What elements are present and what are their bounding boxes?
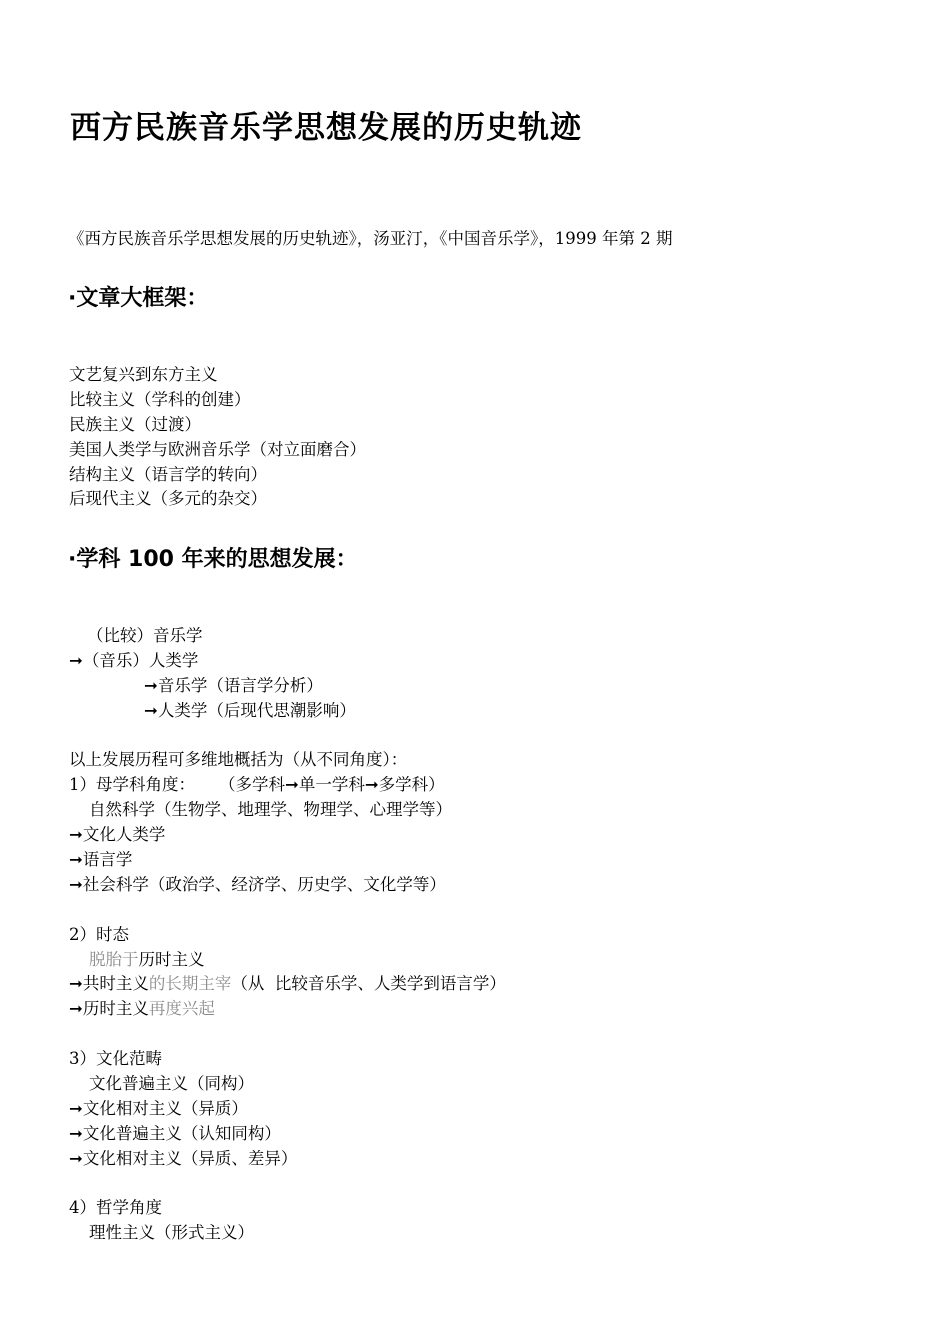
list-item: ➞文化普遍主义（认知同构） (69, 1123, 281, 1143)
dimension-label: 3）文化范畴 (69, 1049, 162, 1069)
list-item: 文艺复兴到东方主义 (69, 365, 218, 384)
list-item: ➞文化人类学 (69, 825, 166, 845)
flow-step: （比较）音乐学 (87, 626, 203, 645)
document-title: 西方民族音乐学思想发展的历史轨迹 (70, 110, 582, 146)
dimension-label: 2）时态 (69, 924, 129, 944)
list-item: ➞文化相对主义（异质、差异） (69, 1148, 298, 1168)
arrow-right-icon: ➞ (69, 1098, 83, 1118)
list-item: ➞语言学 (69, 850, 133, 870)
arrow-right-icon: ➞ (144, 675, 158, 695)
list-item: 后现代主义（多元的杂交） (69, 489, 267, 509)
development-body (69, 624, 506, 1246)
arrow-right-icon: ➞ (69, 999, 83, 1019)
arrow-right-icon: ➞ (69, 1148, 83, 1168)
arrow-right-icon: ➞ (285, 775, 299, 795)
arrow-right-icon: ➞ (69, 850, 83, 870)
list-item: ➞共时主义的长期主宰（从 比较音乐学、人类学到语言学） (69, 974, 506, 994)
list-item: 比较主义（学科的创建） (69, 389, 251, 409)
framework-list (69, 363, 366, 512)
list-item: 结构主义（语言学的转向） (69, 464, 267, 484)
list-item: 美国人类学与欧洲音乐学（对立面磨合） (69, 439, 366, 459)
list-item: ➞文化相对主义（异质） (69, 1098, 248, 1118)
list-item: 文化普遍主义（同构） (89, 1074, 254, 1094)
list-item: 自然科学（生物学、地理学、物理学、心理学等） (89, 800, 452, 820)
list-item: 理性主义（形式主义） (89, 1223, 254, 1243)
flow-step: ➞（音乐）人类学 (69, 650, 199, 670)
arrow-right-icon: ➞ (69, 1123, 83, 1143)
summary-intro: 以上发展历程可多维地概括为（从不同角度）： (69, 750, 408, 770)
arrow-right-icon: ➞ (69, 874, 83, 894)
arrow-right-icon: ➞ (69, 650, 83, 670)
arrow-right-icon: ➞ (69, 825, 83, 845)
dimension-label: 4）哲学角度 (69, 1198, 162, 1218)
flow-step: ➞人类学（后现代思潮影响） (144, 700, 356, 720)
arrow-right-icon: ➞ (364, 775, 379, 795)
flow-step: ➞音乐学（语言学分析） (144, 675, 323, 695)
section-heading-framework: ·文章大框架： (68, 286, 209, 311)
list-item: 脱胎于历时主义 (89, 949, 205, 969)
list-item: ➞社会科学（政治学、经济学、历史学、文化学等） (69, 874, 446, 894)
arrow-right-icon: ➞ (144, 700, 158, 720)
arrow-right-icon: ➞ (69, 974, 83, 994)
list-item: 民族主义（过渡） (69, 414, 201, 434)
dimension-label: 1）母学科角度： （多学科➞单一学科➞多学科） (69, 775, 445, 795)
list-item: ➞历时主义再度兴起 (69, 999, 215, 1019)
section-heading-development: ·学科 100 年来的思想发展： (68, 547, 358, 572)
citation: 《西方民族音乐学思想发展的历史轨迹》，汤亚汀，《中国音乐学》，1999 年第 2 期 (68, 229, 673, 248)
